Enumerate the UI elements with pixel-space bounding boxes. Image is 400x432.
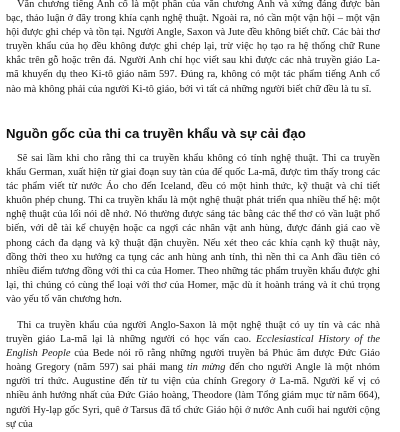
text-run: của Bede nói rõ rằng những người truyền bá Phúc âm được Đức Giáo hoàng Gregory (năm 597) sai phái mang: [6, 348, 380, 374]
italic-phrase: tin mừng: [186, 362, 226, 374]
section-heading: Nguồn gốc của thi ca truyền khẩu và sự cải đạo: [6, 126, 306, 141]
text-run: Thi ca truyền khẩu của người Anglo-Saxon là một nghệ thuật có uy tín và các nhà truyền giáo La-mã lại là những người có học vấn cao.: [6, 320, 380, 346]
paragraph-intro: Văn chương tiếng Anh cổ là một phần của văn chương Anh và xứng đáng được bàn bạc, thảo luận ở đây trong khía cạnh nghệ thuật. Ngoài ra, nó cần một vận hội – một vận hội được ghi chép và tồn tại. Người Angle, Saxon và Jute đều không biết chữ. Các bài thơ truyền khẩu của họ đều không được ghi chép lại, trừ việc họ tạo ra hệ thống chữ Rune khắc trên gỗ hoặc trên đá. Người Anh chỉ học viết sau khi được các nhà truyền giáo La-mã khuyến dụ theo Ki-tô giáo năm 597. Đúng ra, không có một tác phẩm tiếng Anh cổ nào mà không phải của người Ki-tô giáo, bởi vì tất cả những người biết chữ đều là tu sĩ.: [6, 0, 380, 95]
paragraph-oral-poetry: Sẽ sai lầm khi cho rằng thi ca truyền khẩu không có tính nghệ thuật. Thi ca truyền khẩu German, xuất hiện từ giai đoạn suy tàn của đế quốc La-mã, được tìm thấy trong các tác phẩm viết từ nước Áo cho đến Iceland, đều có một hình thức, kỹ thuật và chỉ tiết khuôn phép chung. Thi ca truyền khẩu là một nghệ thuật phát triển qua nhiều thế hệ: một nghệ thuật của lối nói dễ nhớ. Nó thường được sáng tác bằng các thể thơ có vần luật phổ biến, với dễ tài kể chuyện hoặc ca ngợi các nhân vật anh hùng, được đánh giá cao về phong cách đa dạng và kỹ thuật đặn chuyền. Nếu xét theo các khía cạnh kỹ thuật này, đồng thời theo xu hướng ca tụng các anh hùng anh tính, thì nền thi ca Anh đầu tiên có nhiều điểm tương đồng với thi ca của Homer. Theo những tác phẩm truyền khẩu được ghi lại, thì chúng có cùng thể loại với thơ của Homer, mặc dù ít hoành tráng và ít chú trọng vào yếu tố văn chương hơn.: [6, 153, 380, 305]
paragraph-conversion: [6, 319, 380, 432]
text-run: đến cho người Angle là một nhóm người trí thức. Augustine đến từ tu viện của chính Gregory ở La-mã. Người kế vị có nhiều ảnh hưởng nhất của Đức Giáo hoàng, Theodore (làm Tổng giám mục từ năm 664), người Hy-lạp gốc Syri, quê ở Tarsus đã tổ chức Giáo hội ở nước Anh cuối hai người cộng sự của: [6, 362, 380, 430]
book-title-italic: Ecclesiastical History of the English People: [6, 334, 381, 360]
